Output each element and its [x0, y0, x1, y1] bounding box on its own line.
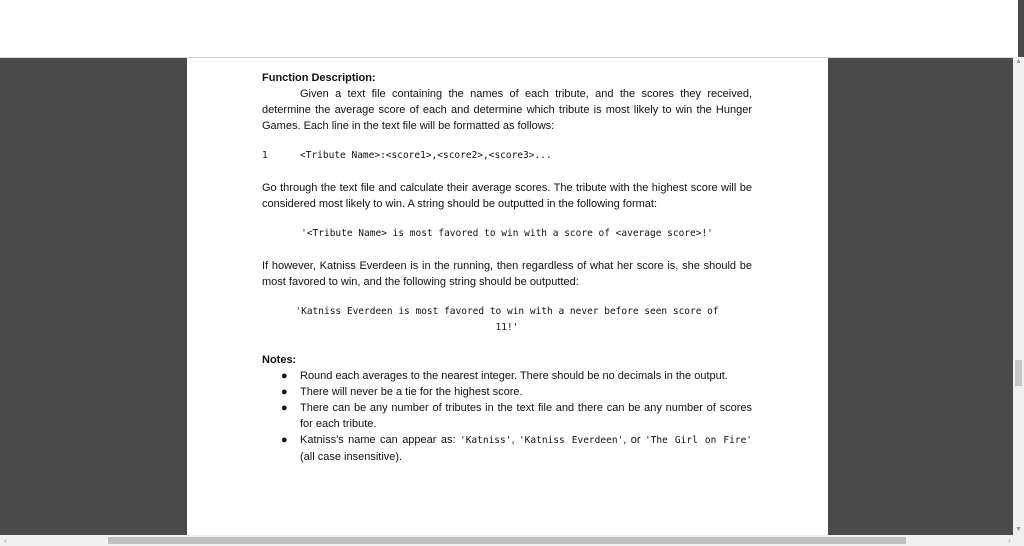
note-text: There will never be a tie for the highest score. [300, 386, 523, 398]
note-text: There can be any number of tributes in the text file and there can be any number of scores for each tribute. [300, 402, 752, 430]
bullet-icon: ● [281, 402, 288, 414]
paragraph-average-scores: Go through the text file and calculate their average scores. The tribute with the highest score will be considered most likely to win. A string should be outputted in the following format: [262, 182, 752, 210]
code-line-number: 1 [262, 150, 268, 161]
katniss-string-line-1: 'Katniss Everdeen is most favored to win with a never before seen score of [295, 306, 719, 317]
bullet-icon: ● [281, 434, 288, 446]
list-item [262, 400, 752, 432]
note-prefix: Katniss's name can appear as: [300, 434, 460, 446]
code-example-line [262, 148, 752, 164]
list-item [262, 384, 752, 400]
list-item [262, 432, 752, 465]
katniss-output-string [262, 304, 752, 336]
notes-heading: Notes: [262, 354, 297, 366]
code-line-text: <Tribute Name>:<score1>,<score2>,<score3>... [300, 150, 552, 161]
note-text: Round each averages to the nearest integer. There should be no decimals in the output. [300, 370, 728, 382]
list-item [262, 368, 752, 384]
bullet-icon: ● [281, 370, 288, 382]
katniss-string-line-2: 11!' [495, 322, 519, 333]
intro-paragraph: Given a text file containing the names of each tribute, and the scores they received, determine the average score of each and determine which tribute is most likely to win the Hunger Games. Each line in the text file will be formatted as follows: [262, 88, 752, 132]
scroll-right-icon[interactable]: › [1008, 536, 1011, 545]
name-variant-katniss: 'Katniss' [459, 435, 512, 446]
scroll-up-icon[interactable]: ▲ [1015, 58, 1022, 65]
notes-list [262, 368, 752, 465]
scroll-down-icon[interactable]: ▼ [1015, 526, 1022, 533]
document-page [187, 58, 828, 536]
output-format-string: '<Tribute Name> is most favored to win with a score of <average score>!' [301, 228, 713, 239]
vertical-scrollbar[interactable] [1013, 57, 1024, 535]
note-separator: , or [623, 434, 645, 446]
paragraph-katniss-rule: If however, Katniss Everdeen is in the running, then regardless of what her score is, she should be most favored to win, and the following string should be outputted: [262, 260, 752, 288]
note-separator: , [511, 434, 519, 446]
vertical-scroll-thumb[interactable] [1015, 360, 1022, 386]
document-content [262, 70, 752, 465]
top-toolbar-area [0, 0, 1018, 58]
horizontal-scroll-thumb[interactable] [108, 537, 906, 544]
horizontal-scrollbar[interactable] [0, 535, 1024, 546]
name-variant-katniss-everdeen: 'Katniss Everdeen' [518, 435, 624, 446]
note-suffix: (all case insensitive). [300, 451, 403, 463]
function-description-heading: Function Description: [262, 72, 376, 84]
scroll-left-icon[interactable]: ‹ [4, 536, 7, 545]
name-variant-girl-on-fire: 'The Girl on Fire' [644, 435, 753, 446]
bullet-icon: ● [281, 386, 288, 398]
